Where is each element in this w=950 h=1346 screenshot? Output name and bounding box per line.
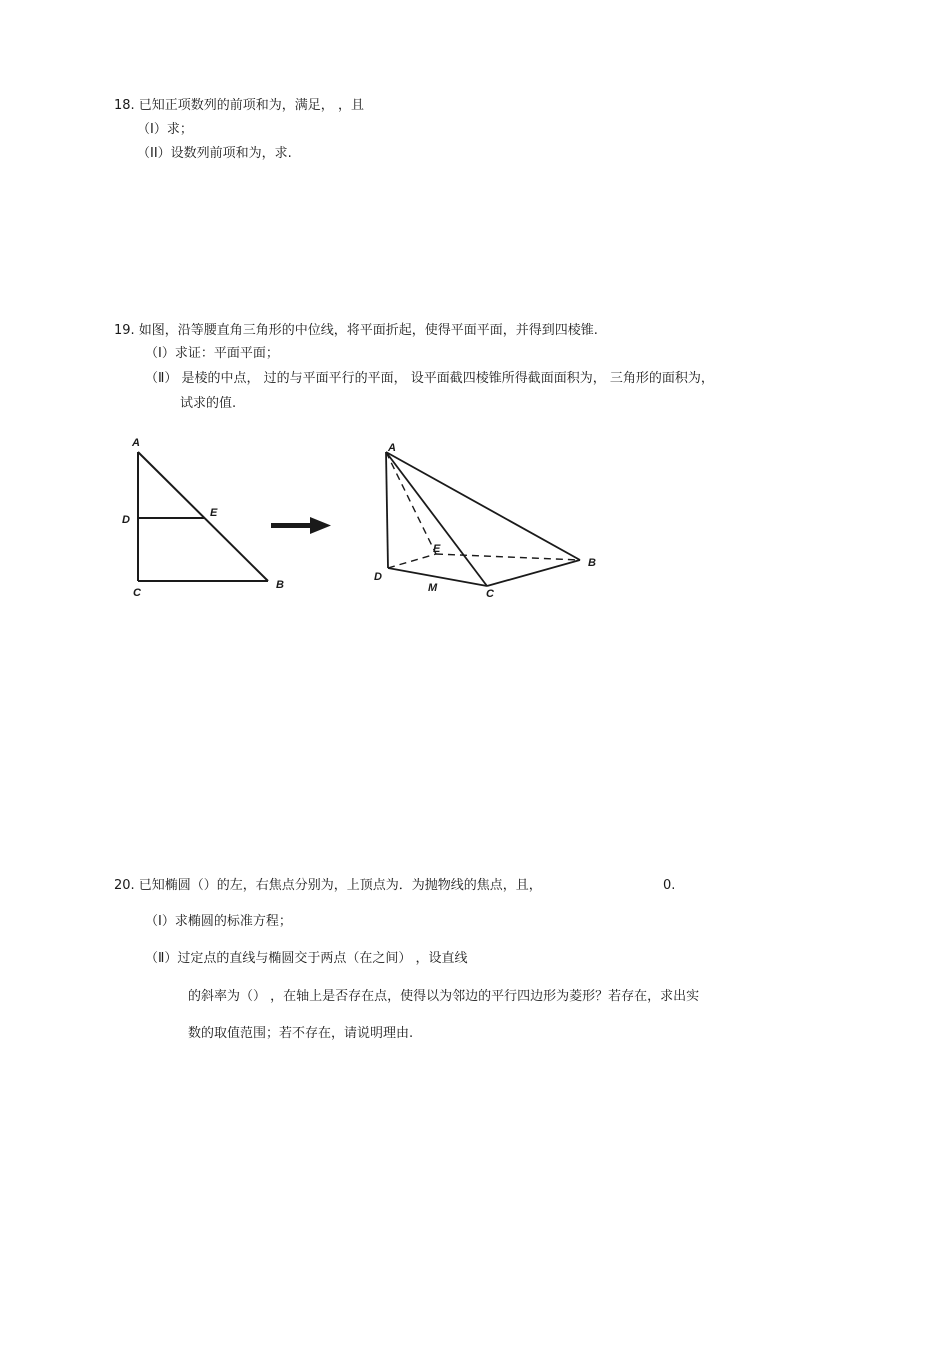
q19-part1: （Ⅰ）求证：平面平面； [145, 346, 279, 361]
label-M-fig2: M [428, 582, 438, 594]
arrow-right-icon [271, 517, 331, 534]
triangle-lines [138, 452, 268, 581]
q20-part2: （Ⅱ）过定点的直线与椭圆交于两点（在之间） ，设直线 [145, 951, 468, 966]
label-E-fig1: E [210, 507, 218, 519]
q20-part2-continued-1: 的斜率为（） ，在轴上是否存在点，使得以为邻边的平行四边形为菱形？若存在，求出实 [188, 989, 700, 1004]
q19-part2-continued: 试求的值. [180, 396, 237, 411]
label-E-fig2: E [433, 543, 441, 555]
q18-part1: （I）求； [137, 122, 193, 137]
q18-stem: 18. 已知正项数列的前项和为，满足， ，且 [114, 98, 364, 113]
label-C-fig1: C [133, 587, 141, 599]
q20-part1: （Ⅰ）求椭圆的标准方程； [145, 914, 292, 929]
q20-part2-continued-2: 数的取值范围；若不存在，请说明理由. [188, 1026, 414, 1041]
label-D-fig2: D [374, 571, 382, 583]
label-B-fig1: B [276, 579, 284, 591]
label-A-fig2: A [388, 442, 396, 454]
pyramid-hidden-edges [386, 452, 580, 568]
label-C-fig2: C [486, 588, 494, 600]
q19-part2: （Ⅱ） 是棱的中点， 过的与平面平行的平面， 设平面截四棱锥所得截面面积为， 三角形的面积为， [145, 371, 714, 386]
q20-stem-end: 0. [663, 878, 676, 893]
label-D-fig1: D [122, 514, 130, 526]
q18-part2: （II）设数列前项和为，求. [137, 146, 292, 161]
label-B-fig2: B [588, 557, 596, 569]
q19-stem: 19. 如图，沿等腰直角三角形的中位线，将平面折起，使得平面平面，并得到四棱锥. [114, 323, 598, 338]
pyramid-solid-edges [386, 452, 580, 586]
label-A-fig1: A [132, 437, 140, 449]
q20-stem: 20. 已知椭圆（）的左，右焦点分别为，上顶点为．为抛物线的焦点，且， [114, 878, 542, 893]
